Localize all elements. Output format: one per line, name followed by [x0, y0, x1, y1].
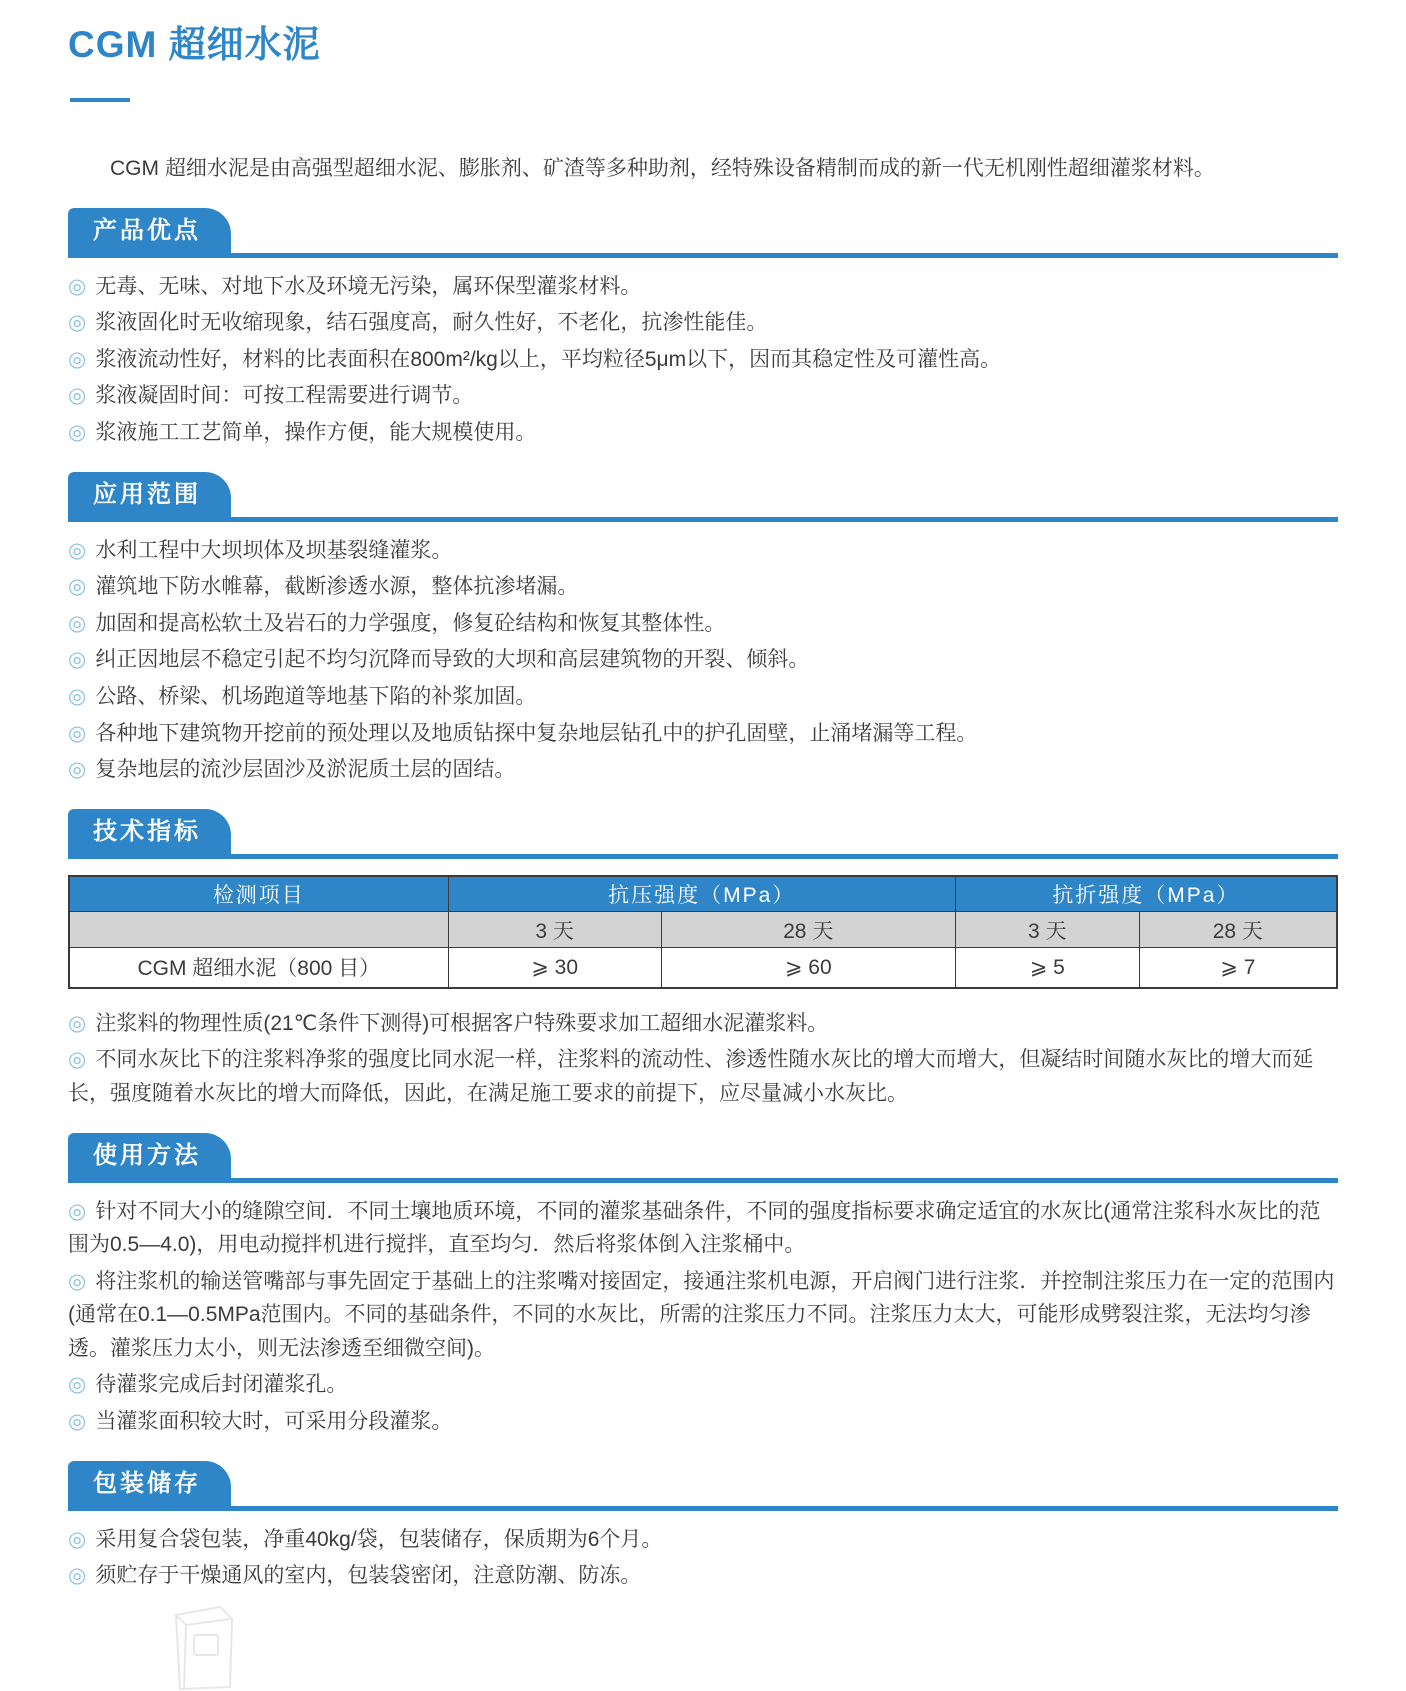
list-item-text: 当灌浆面积较大时，可采用分段灌浆。 [95, 1410, 453, 1434]
bullet-icon: ◎ [68, 347, 87, 371]
bullet-icon: ◎ [68, 311, 87, 335]
list-item [68, 1007, 1338, 1041]
bullet-icon: ◎ [68, 575, 87, 599]
list-item-text: 针对不同大小的缝隙空间．不同土壤地质环境，不同的灌浆基础条件，不同的强度指标要求确定适宜的水灰比(通常注浆科水灰比的范围为0.5—4.0)，用电动搅拌机进行搅拌，直至均匀．然后将浆体倒入注浆桶中。 [68, 1199, 1321, 1257]
spec-col-item-header: 检测项目 [69, 876, 448, 912]
package-bag-image [146, 1601, 1338, 1691]
list-item-text: 无毒、无味、对地下水及环境无污染，属环保型灌浆材料。 [95, 274, 642, 298]
bullet-icon: ◎ [68, 611, 87, 635]
bullet-icon: ◎ [68, 721, 87, 745]
bullet-icon: ◎ [68, 274, 87, 298]
spec-subheader-empty-cell [69, 912, 448, 948]
bullet-icon: ◎ [68, 1564, 87, 1588]
list-item-text: 公路、桥梁、机场跑道等地基下陷的补浆加固。 [95, 684, 537, 708]
list-item [68, 343, 1338, 377]
spec-subheader-cell: 28 天 [661, 912, 955, 948]
spec-col-flexural-header: 抗折强度（MPa） [955, 876, 1337, 912]
bullet-icon: ◎ [68, 1410, 87, 1434]
list-item [68, 1559, 1338, 1593]
bullet-icon: ◎ [68, 1199, 87, 1223]
spec-table-subheader-row [69, 912, 1337, 948]
list-item [68, 643, 1338, 677]
list-item-text: 浆液流动性好，材料的比表面积在800m²/kg以上，平均粒径5μm以下，因而其稳定性及可灌性高。 [95, 347, 1002, 371]
list-item-text: 注浆料的物理性质(21℃条件下测得)可根据客户特殊要求加工超细水泥灌浆料。 [95, 1011, 829, 1035]
bullet-icon: ◎ [68, 1527, 87, 1551]
spec-col-compressive-header: 抗压强度（MPa） [448, 876, 955, 912]
list-item [68, 717, 1338, 751]
list-item-text: 加固和提高松软土及岩石的力学强度，修复砼结构和恢复其整体性。 [95, 611, 726, 635]
specs-notes-list [68, 1007, 1338, 1111]
list-item [68, 270, 1338, 304]
section-tab-specs: 技术指标 [68, 809, 231, 854]
list-item-text: 浆液固化时无收缩现象，结石强度高，耐久性好，不老化，抗渗性能佳。 [95, 311, 768, 335]
list-item [68, 753, 1338, 787]
bullet-icon: ◎ [68, 1373, 87, 1397]
list-item-text: 灌筑地下防水帷幕，截断渗透水源，整体抗渗堵漏。 [95, 575, 579, 599]
list-item-text: 各种地下建筑物开挖前的预处理以及地质钻探中复杂地层钻孔中的护孔固壁，止涌堵漏等工程。 [95, 721, 978, 745]
spec-value-cell: ⩾ 30 [448, 948, 661, 988]
spec-value-cell: ⩾ 5 [955, 948, 1139, 988]
list-item-text: 不同水灰比下的注浆料净浆的强度比同水泥一样，注浆料的流动性、渗透性随水灰比的增大而增大，但凝结时间随水灰比的增大而延长，强度随着水灰比的增大而降低，因此，在满足施工要求的前提下，应尽量减小水灰比。 [68, 1048, 1314, 1105]
list-item-text: 纠正因地层不稳定引起不均匀沉降而导致的大坝和高层建筑物的开裂、倾斜。 [95, 648, 810, 672]
section-tab-advantages: 产品优点 [68, 208, 231, 253]
spec-table-header-row [69, 876, 1337, 912]
list-item-text: 须贮存于干燥通风的室内，包装袋密闭，注意防潮、防冻。 [95, 1564, 642, 1588]
list-item [68, 1195, 1338, 1262]
advantages-list [68, 270, 1338, 450]
bullet-icon: ◎ [68, 1048, 87, 1072]
page-title: CGM 超细水泥 [68, 24, 321, 65]
section-tab-storage: 包装储存 [68, 1461, 231, 1506]
section-tab-applications: 应用范围 [68, 472, 231, 517]
list-item-text: 水利工程中大坝坝体及坝基裂缝灌浆。 [95, 538, 453, 562]
storage-list [68, 1523, 1338, 1593]
list-item-text: 浆液施工工艺简单，操作方便，能大规模使用。 [95, 420, 537, 444]
spec-row-label: CGM 超细水泥（800 目） [69, 948, 448, 988]
bullet-icon: ◎ [68, 684, 87, 708]
section-header-specs [68, 809, 1338, 859]
spec-value-cell: ⩾ 7 [1139, 948, 1337, 988]
list-item [68, 416, 1338, 450]
section-header-advantages [68, 208, 1338, 258]
spec-table [68, 875, 1338, 989]
list-item [68, 607, 1338, 641]
bullet-icon: ◎ [68, 538, 87, 562]
list-item [68, 306, 1338, 340]
list-item-text: 采用复合袋包装，净重40kg/袋，包装储存，保质期为6个月。 [95, 1527, 663, 1551]
list-item [68, 1265, 1338, 1366]
list-item [68, 534, 1338, 568]
spec-subheader-cell: 3 天 [448, 912, 661, 948]
title-underline [70, 98, 130, 102]
list-item [68, 1368, 1338, 1402]
intro-paragraph: CGM 超细水泥是由高强型超细水泥、膨胀剂、矿渣等多种助剂，经特殊设备精制而成的新一代无机刚性超细灌浆材料。 [110, 157, 1215, 180]
section-header-storage [68, 1461, 1338, 1511]
list-item [68, 1523, 1338, 1557]
section-header-applications [68, 472, 1338, 522]
spec-subheader-cell: 3 天 [955, 912, 1139, 948]
list-item-text: 浆液凝固时间：可按工程需要进行调节。 [95, 384, 474, 408]
list-item-text: 将注浆机的输送管嘴部与事先固定于基础上的注浆嘴对接固定，接通注浆机电源，开启阀门进行注浆．并控制注浆压力在一定的范围内(通常在0.1—0.5MPa范围内。不同的基础条件，不同的水灰比，所需的注浆压力不同。注浆压力太大，可能形成劈裂注浆，无法均匀渗透。灌浆压力太小，则无法渗透至细微空间)。 [68, 1269, 1335, 1360]
spec-value-cell: ⩾ 60 [661, 948, 955, 988]
list-item [68, 570, 1338, 604]
list-item [68, 680, 1338, 714]
bullet-icon: ◎ [68, 1011, 87, 1035]
list-item [68, 379, 1338, 413]
section-tab-usage: 使用方法 [68, 1133, 231, 1178]
bullet-icon: ◎ [68, 420, 87, 444]
spec-subheader-cell: 28 天 [1139, 912, 1337, 948]
bullet-icon: ◎ [68, 648, 87, 672]
list-item [68, 1405, 1338, 1439]
section-header-usage [68, 1133, 1338, 1183]
list-item-text: 待灌浆完成后封闭灌浆孔。 [95, 1373, 348, 1397]
bullet-icon: ◎ [68, 758, 87, 782]
usage-list [68, 1195, 1338, 1439]
spec-table-data-row [69, 948, 1337, 988]
bullet-icon: ◎ [68, 384, 87, 408]
list-item [68, 1043, 1338, 1110]
bullet-icon: ◎ [68, 1269, 87, 1293]
applications-list [68, 534, 1338, 787]
list-item-text: 复杂地层的流沙层固沙及淤泥质土层的固结。 [95, 758, 516, 782]
